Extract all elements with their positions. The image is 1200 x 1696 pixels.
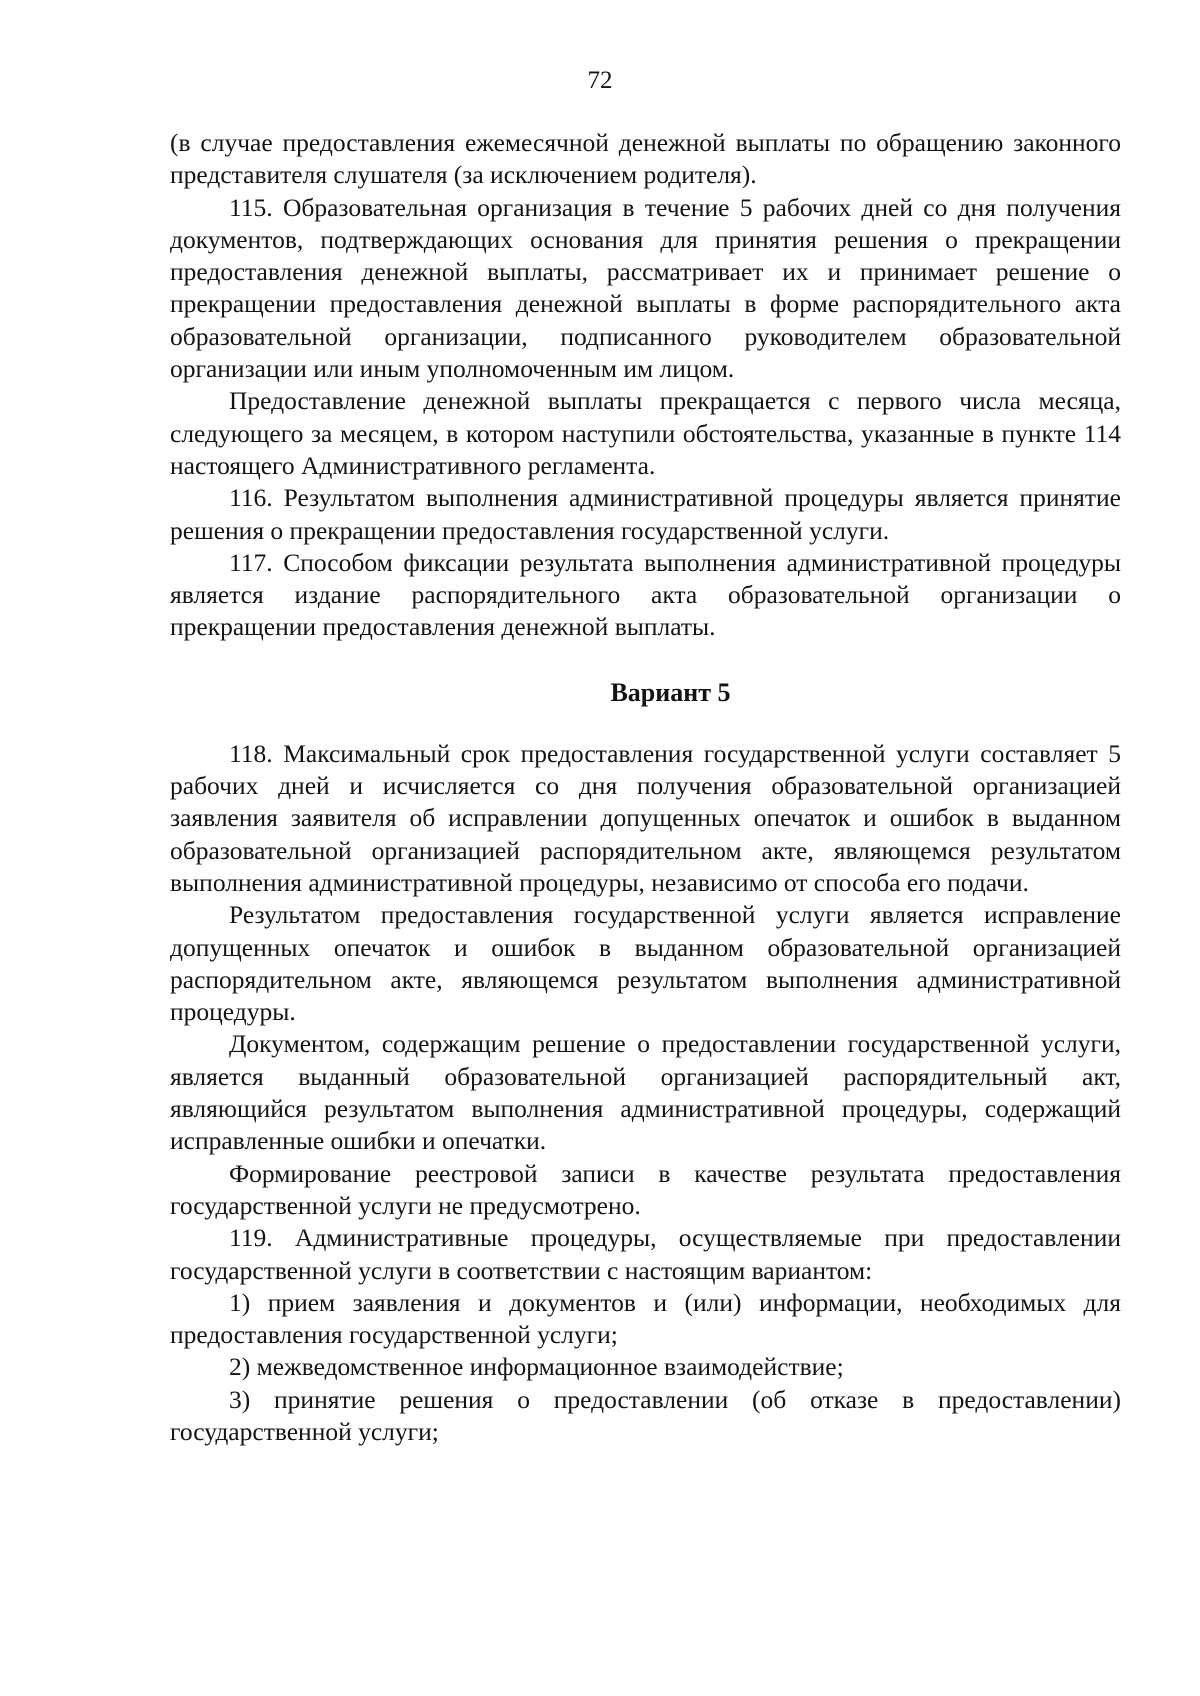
list-item-1: 1) прием заявления и документов и (или) информации, необходимых для предоставления государственной услуги; — [170, 1287, 1121, 1350]
paragraph-decision-document: Документом, содержащим решение о предоставлении государственной услуги, является выданный образовательной организацией распорядительный акт, являющийся результатом выполнения административной процедуры, содержащий исправленные ошибки и опечатки. — [170, 1029, 1121, 1156]
paragraph-item-118: 118. Максимальный срок предоставления государственной услуги составляет 5 рабочих дней и исчисляется со дня получения образовательной организацией заявления заявителя об исправлении допущенных опечаток и ошибок в выданном образовательной организацией распорядительном акте, являющемся результатом выполнения административной процедуры, независимо от способа его подачи. — [170, 738, 1121, 897]
paragraph-registry-record: Формирование реестровой записи в качестве результата предоставления государственной услуги не предусмотрено. — [170, 1158, 1121, 1220]
paragraph-termination-date: Предоставление денежной выплаты прекращается с первого числа месяца, следующего за месяцем, в котором наступили обстоятельства, указанные в пункте 114 настоящего Административного регламента. — [170, 386, 1121, 480]
paragraph-result: Результатом предоставления государственной услуги является исправление допущенных опечаток и ошибок в выданном образовательной организацией распорядительном акте, являющемся результатом выполнения административной процедуры. — [170, 900, 1121, 1027]
paragraph-continuation: (в случае предоставления ежемесячной денежной выплаты по обращению законного представителя слушателя (за исключением родителя). — [170, 128, 1121, 190]
paragraph-item-115: 115. Образовательная организация в течение 5 рабочих дней со дня получения документов, подтверждающих основания для принятия решения о прекращении предоставления денежной выплаты, рассматривает их и принимает решение о прекращении предоставления денежной выплаты в форме распорядительного акта образовательной организации, подписанного руководителем образовательной организации или иным уполномоченным им лицом. — [170, 192, 1121, 384]
list-item-2: 2) межведомственное информационное взаимодействие; — [229, 1352, 844, 1382]
paragraph-item-119: 119. Административные процедуры, осуществляемые при предоставлении государственной услуги в соответствии с настоящим вариантом: — [170, 1223, 1121, 1285]
paragraph-item-116: 116. Результатом выполнения административной процедуры является принятие решения о прекращении предоставления государственной услуги. — [170, 483, 1121, 545]
document-body — [170, 127, 1121, 1448]
list-item-3: 3) принятие решения о предоставлении (об отказе в предоставлении) государственной услуги; — [170, 1384, 1121, 1446]
paragraph-item-117: 117. Способом фиксации результата выполнения административной процедуры является издание распорядительного акта образовательной организации о прекращении предоставления денежной выплаты. — [170, 547, 1121, 642]
section-heading: Вариант 5 — [610, 677, 731, 707]
page-number: 72 — [587, 67, 613, 94]
